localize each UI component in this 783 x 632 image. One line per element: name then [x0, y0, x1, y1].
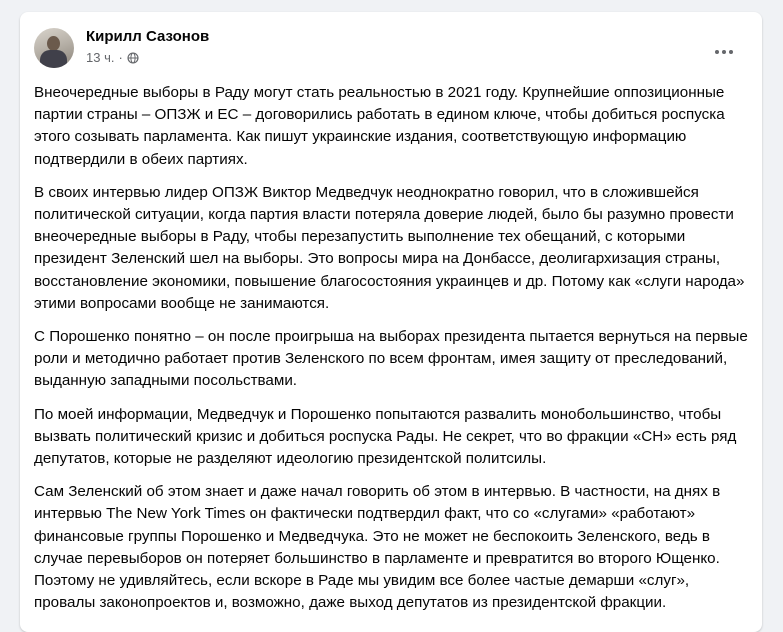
avatar[interactable]	[34, 28, 74, 68]
post-paragraph: Сам Зеленский об этом знает и даже начал говорить об этом в интервью. В частности, на днях в интервью The New York Times он фактически подтвердил факт, что со «слугами» «работают» финансовые группы Порошенко и Медведчука. Это не может не беспокоить Зеленского, ведь в случае перевыборов он потеряет большинство в парламенте и превратится во второго Ющенко.	[34, 483, 721, 567]
globe-icon[interactable]	[127, 52, 139, 64]
post-meta	[86, 50, 139, 65]
avatar-body	[40, 50, 67, 68]
post-paragraph: Поэтому не удивляйтесь, если вскоре в Раде мы увидим все более частые демарши «слуг», провалы законопроектов и, возможно, даже выход депутатов из президентской фракции.	[34, 572, 690, 612]
post-card	[20, 12, 762, 632]
avatar-head	[47, 36, 60, 51]
post-header	[34, 28, 734, 72]
post-paragraph: С Порошенко понятно – он после проигрыша на выборах президента пытается вернуться на первые роли и методично работает против Зеленского по всем фронтам, имея защиту от преследований, выданную западными посольствами.	[34, 328, 748, 390]
post-timestamp[interactable]: 13 ч.	[86, 50, 115, 65]
post-text	[34, 82, 748, 625]
more-options-icon	[715, 50, 733, 54]
author-name[interactable]: Кирилл Сазонов	[86, 28, 210, 45]
post-paragraph: Внеочередные выборы в Раду могут стать реальностью в 2021 году. Крупнейшие оппозиционные партии страны – ОПЗЖ и ЕС – договорились работать в едином ключе, чтобы добиться роспуска этого созывать парламента. Как пишут украинские издания, соответствующую информацию подтвердили в обеих партиях.	[34, 84, 725, 168]
more-options-button[interactable]	[706, 34, 742, 70]
meta-separator: ·	[118, 50, 123, 65]
post-paragraph: По моей информации, Медведчук и Порошенко попытаются развалить монобольшинство, чтобы вызвать политический кризис и добиться роспуска Рады. Не секрет, что во фракции «СН» есть ряд депутатов, которые не разделяют идеологию президентской политсилы.	[34, 405, 737, 468]
post-paragraph: В своих интервью лидер ОПЗЖ Виктор Медведчук неоднократно говорил, что в сложившейся политической ситуации, когда партия власти потеряла доверие людей, было бы разумно провести внеочередные выборы в Раду, чтобы перезапустить выполнение тех обещаний, с которыми президент Зеленский шел на выборы. Это вопросы мира на Донбассе, деолигархизация страны, восстановление экономики, повышение благосостояния украинцев и др. Потому как «слуги народа» этими вопросами вообще не занимаются.	[34, 183, 745, 312]
